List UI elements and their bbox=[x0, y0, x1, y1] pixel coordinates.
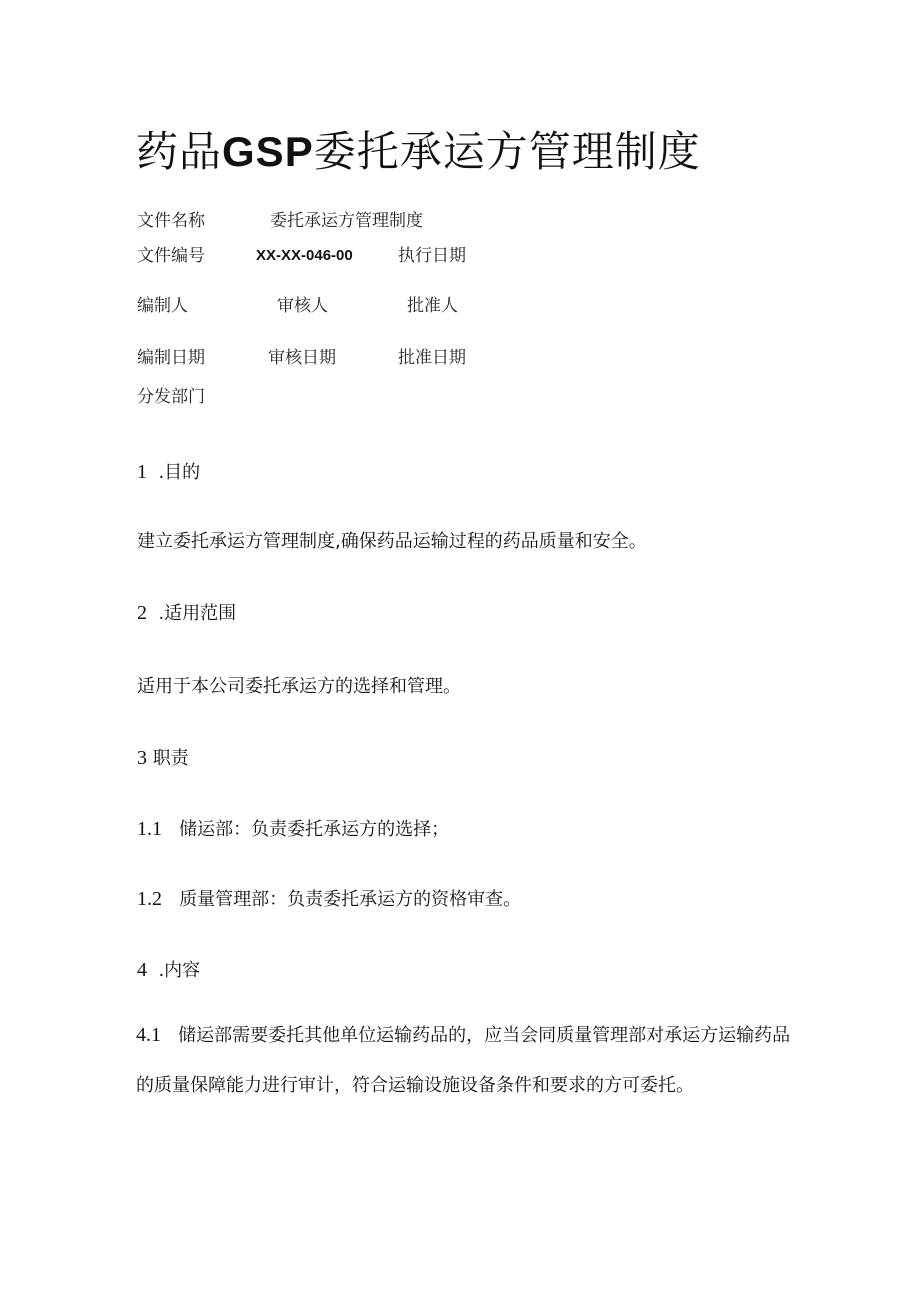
section-2-title: .适用范围 bbox=[158, 603, 237, 624]
section-1-text: 建立委托承运方管理制度,确保药品运输过程的药品质量和安全。 bbox=[137, 531, 647, 552]
section-2-text: 适用于本公司委托承运方的选择和管理。 bbox=[137, 676, 461, 697]
section-4-number: 4 bbox=[137, 959, 147, 981]
author-label: 编制人 bbox=[137, 296, 188, 316]
section-1-number: 1 bbox=[137, 461, 147, 483]
section-3-title: 职责 bbox=[152, 748, 189, 769]
title-latin: GSP bbox=[222, 128, 314, 175]
section-3-1 bbox=[137, 816, 449, 843]
section-3-number: 3 bbox=[137, 747, 147, 769]
page-title bbox=[136, 124, 701, 180]
section-2-heading bbox=[137, 600, 236, 627]
section-4-heading bbox=[137, 957, 200, 984]
file-no-value: XX-XX-046-00 bbox=[256, 247, 353, 264]
approver-label: 批准人 bbox=[407, 296, 458, 316]
file-name-label: 文件名称 bbox=[137, 211, 205, 231]
section-4-1-text: 储运部需要委托其他单位运输药品的，应当会同质量管理部对承运方运输药品的质量保障能力进行审计，符合运输设施设备条件和要求的方可委托。 bbox=[136, 1025, 791, 1096]
section-1-title: .目的 bbox=[158, 462, 201, 483]
section-3-2-number: 1.2 bbox=[137, 888, 162, 910]
title-prefix: 药品 bbox=[136, 127, 223, 176]
exec-date-label: 执行日期 bbox=[398, 246, 466, 266]
dept-label: 分发部门 bbox=[137, 387, 205, 407]
section-3-1-text: 储运部：负责委托承运方的选择； bbox=[179, 819, 450, 840]
section-4-1 bbox=[136, 1010, 796, 1111]
section-1-heading bbox=[137, 459, 200, 486]
section-4-1-number: 4.1 bbox=[136, 1024, 161, 1046]
section-3-heading bbox=[137, 745, 189, 772]
author-date-label: 编制日期 bbox=[137, 348, 205, 368]
section-3-1-number: 1.1 bbox=[137, 818, 162, 840]
file-no-label: 文件编号 bbox=[137, 246, 205, 266]
approve-date-label: 批准日期 bbox=[398, 348, 466, 368]
section-4-title: .内容 bbox=[158, 960, 201, 981]
reviewer-label: 审核人 bbox=[277, 296, 328, 316]
section-3-2 bbox=[137, 886, 521, 913]
file-name-value: 委托承运方管理制度 bbox=[270, 211, 423, 231]
section-3-2-text: 质量管理部：负责委托承运方的资格审查。 bbox=[179, 889, 522, 910]
title-suffix: 委托承运方管理制度 bbox=[313, 127, 701, 176]
review-date-label: 审核日期 bbox=[268, 348, 336, 368]
section-2-number: 2 bbox=[137, 602, 147, 624]
